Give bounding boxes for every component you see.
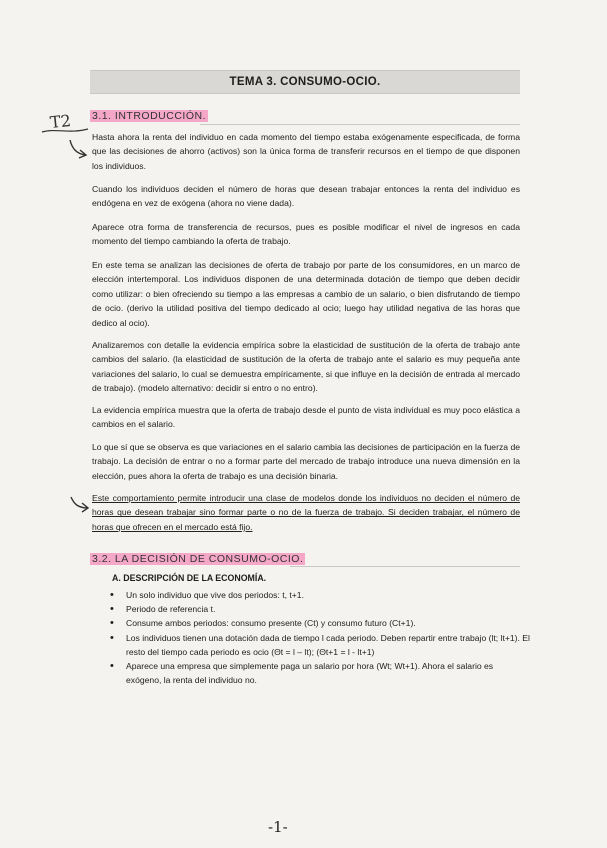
paragraph: Lo que sí que se observa es que variaciones en el salario cambia las decisiones de participación en la fuerza de trabajo. La decisión de entrar o no a formar parte del mercado de trabajo introduce una nueva dimensión en la elección, pues ahora la oferta de trabajo es una decisión binaria.	[92, 442, 520, 481]
list-item: • Aparece una empresa que simplemente paga un salario por hora (Wt; Wt+1). Ahora el salario es exógeno, la renta del individuo no.	[110, 659, 530, 687]
handwritten-arrow-icon	[68, 494, 92, 516]
list-item: • Un solo individuo que vive dos periodos: t, t+1.	[110, 588, 530, 602]
page-number: -1-	[268, 818, 288, 836]
list-item: • Consume ambos periodos: consumo presente (Ct) y consumo futuro (Ct+1).	[110, 616, 530, 630]
section-heading-decision-consumo-ocio: 3.2. LA DECISIÓN DE CONSUMO-OCIO.	[92, 553, 304, 565]
paragraph: Analizaremos con detalle la evidencia empírica sobre la elasticidad de sustitución de la oferta de trabajo ante cambios del salario. (la elasticidad de sustitución de la oferta de trabajo ante el salario es muy pequeña ante variaciones del salario, lo cual se demuestra empíricamente, si que influye en la decisión de entrada al mercado de trabajo). (modelo alternativo: decidir si entro o no entro).	[92, 340, 520, 394]
document-title: TEMA 3. CONSUMO-OCIO.	[90, 70, 520, 94]
paragraph: La evidencia empírica muestra que la oferta de trabajo desde el punto de vista individual es muy poco elástica a cambios en el salario.	[92, 405, 520, 430]
section-divider	[200, 124, 520, 125]
handwritten-underline-icon	[40, 126, 90, 136]
subsection-heading: A. DESCRIPCIÓN DE LA ECONOMÍA.	[112, 573, 267, 583]
handwritten-arrow-icon	[66, 138, 90, 160]
section-divider	[290, 566, 520, 567]
handwritten-margin-note: T2	[49, 110, 72, 133]
paragraph: Hasta ahora la renta del individuo en cada momento del tiempo estaba exógenamente especificada, de forma que las decisiones de ahorro (activos) son la única forma de transferir recursos en el tiempo de que disponen los individuos.	[92, 132, 520, 171]
paragraph: Cuando los individuos deciden el número de horas que desean trabajar entonces la renta del individuo es endógena en vez de exógena (ahora no viene dada).	[92, 184, 520, 209]
section-heading-introduccion: 3.1. INTRODUCCIÓN.	[92, 110, 207, 122]
list-item: • Los individuos tienen una dotación dada de tiempo l cada periodo. Deben repartir entre trabajo (lt; lt+1). El resto del tiempo cada periodo es ocio (Θt = l – lt); (Θt+1 = l - lt+1)	[110, 631, 530, 659]
paragraph: Aparece otra forma de transferencia de recursos, pues es posible modificar el nivel de ingresos en cada momento del tiempo cambiando la oferta de trabajo.	[92, 222, 520, 247]
bullet-list	[110, 588, 530, 687]
list-item: • Periodo de referencia t.	[110, 602, 530, 616]
paragraph-underlined: Este comportamiento permite introducir una clase de modelos donde los individuos no deciden el número de horas que desean trabajar sino formar parte o no de la fuerza de trabajo. Si deciden trabajar, el número de horas que ofrecen en el mercado está fijo.	[92, 493, 520, 532]
paragraph: En este tema se analizan las decisiones de oferta de trabajo por parte de los consumidores, en un marco de elección intertemporal. Los individuos disponen de una determinada dotación de tiempo que deben decidir como utilizar: o bien ofreciendo su tiempo a las empresas a cambio de un salario, o bien disfrutando de tiempo de ocio. (derivo la utilidad positiva del tiempo dedicado al ocio; luego hay utilidad negativa de las horas que dedico al ocio).	[92, 260, 520, 328]
